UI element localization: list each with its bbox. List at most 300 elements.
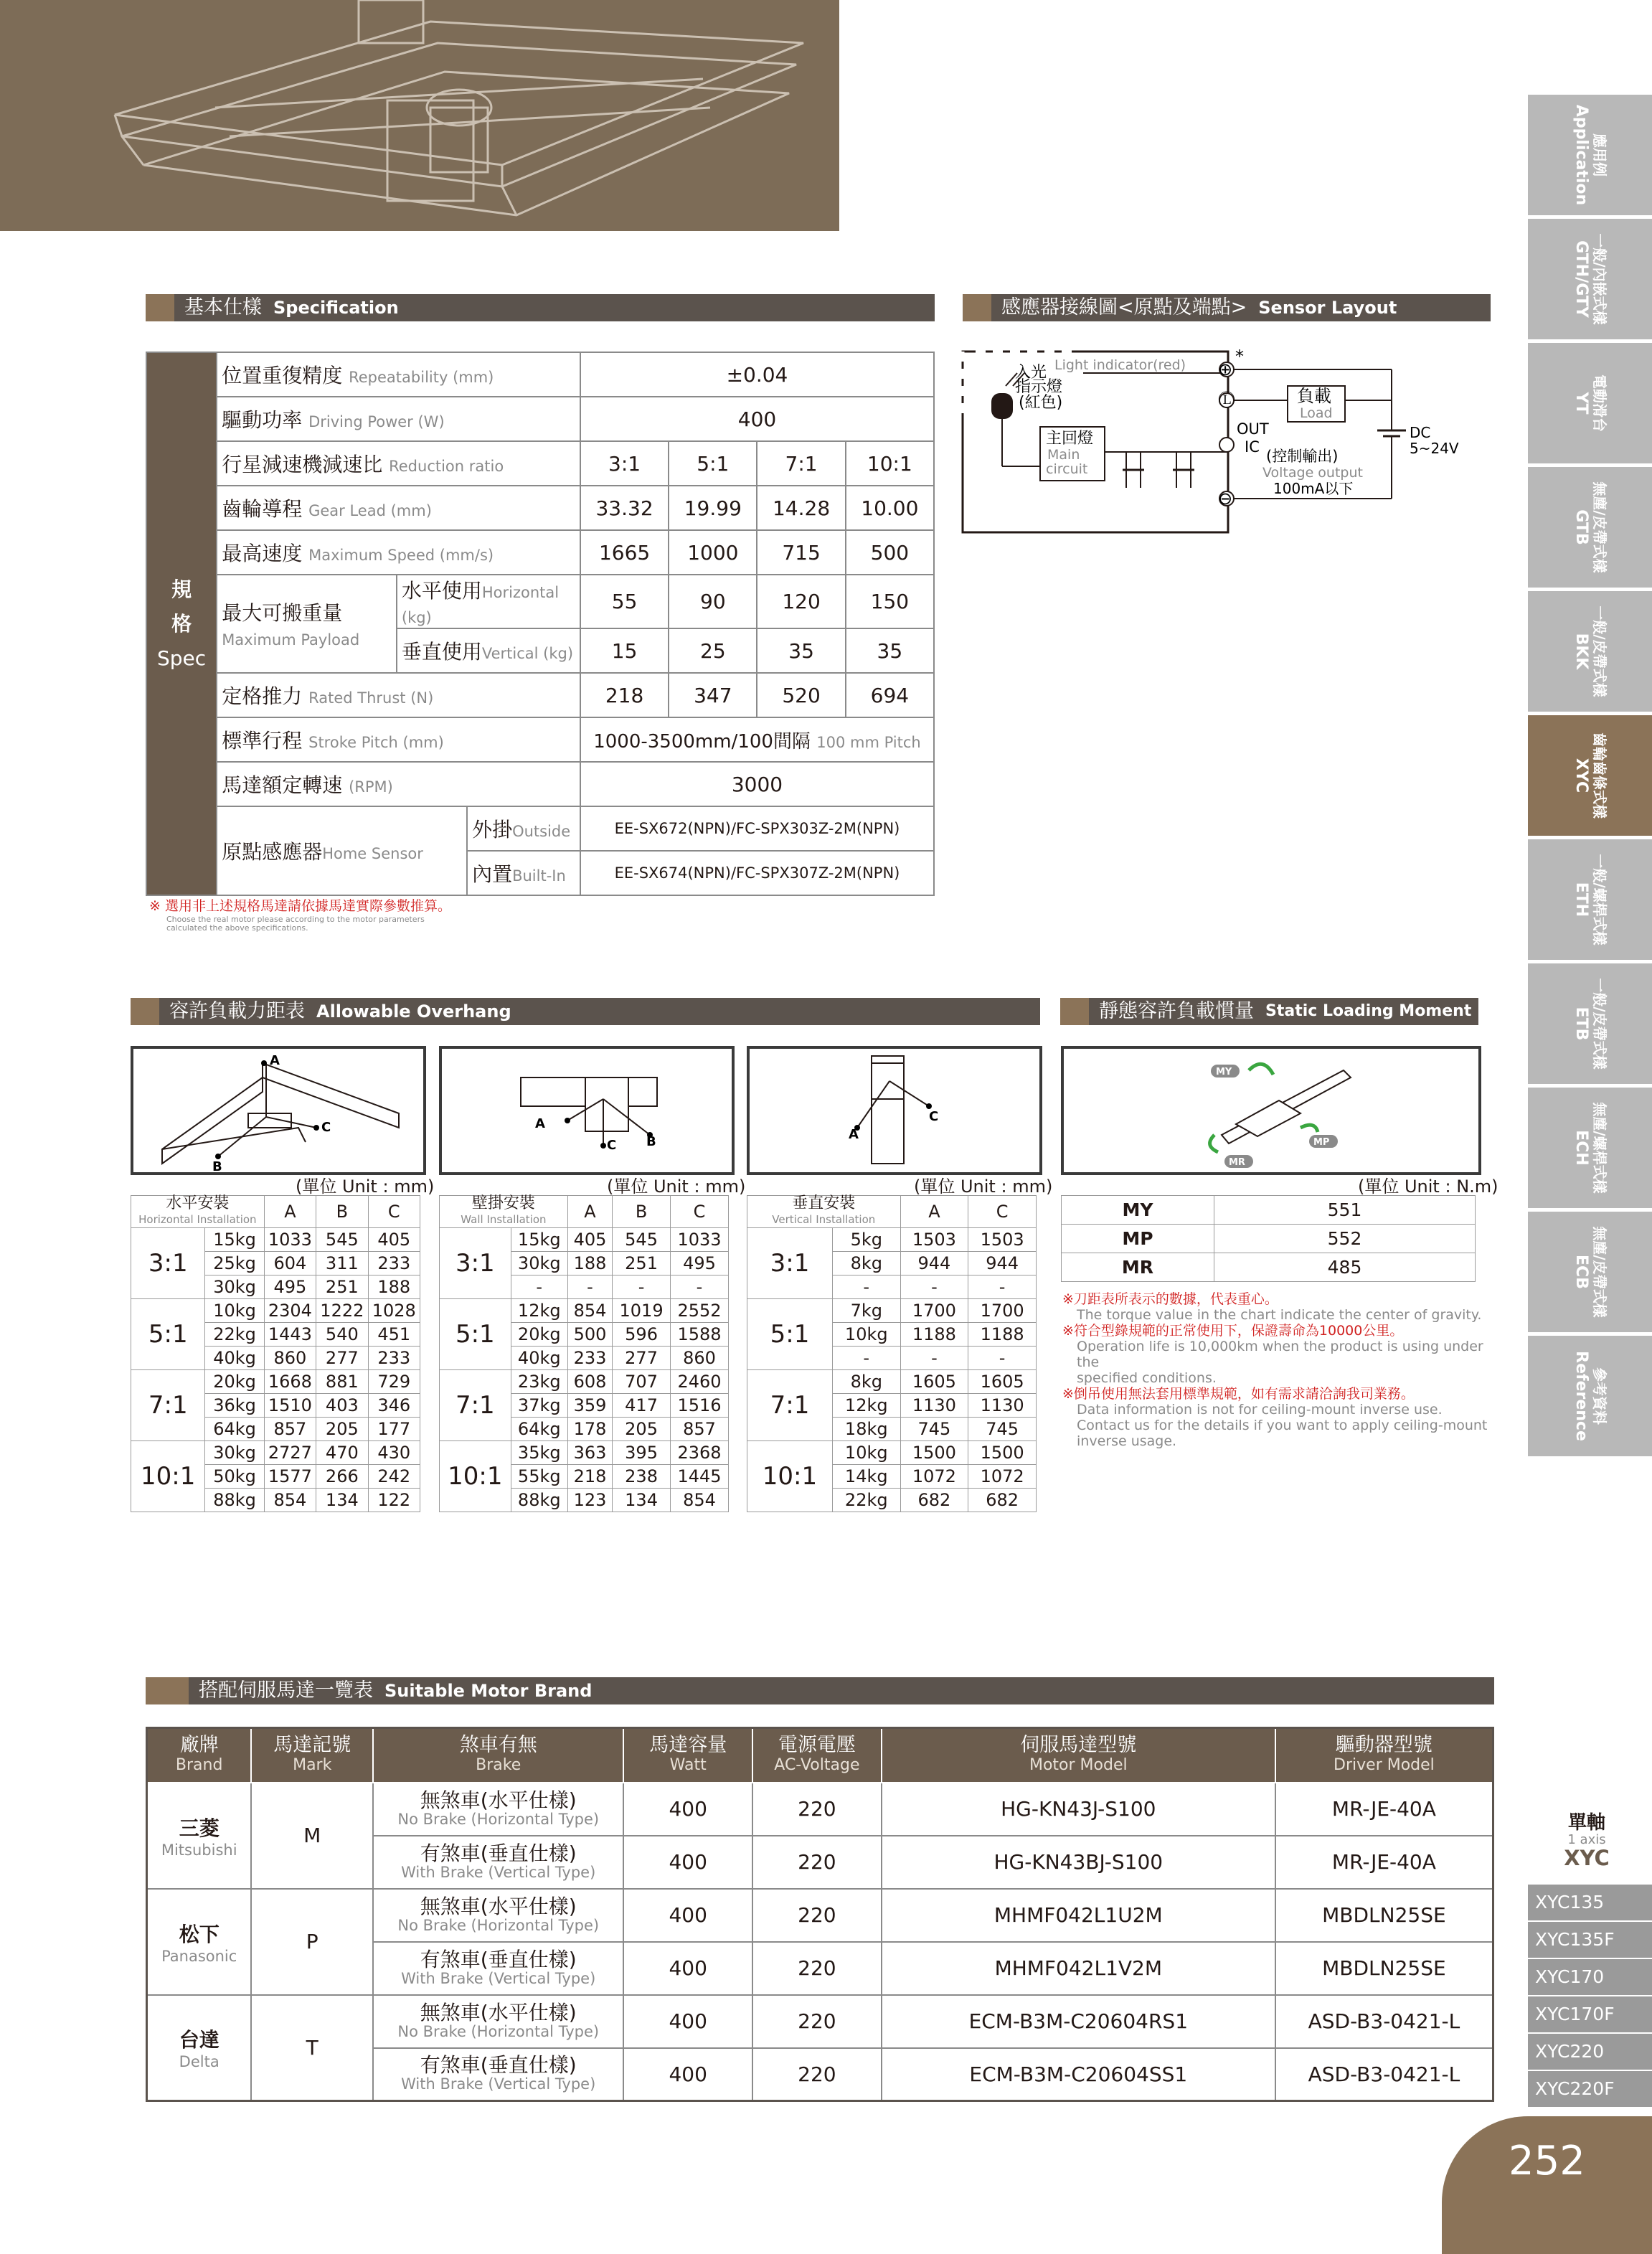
- svg-text:MY: MY: [1216, 1067, 1232, 1078]
- column-header: C: [671, 1196, 729, 1228]
- value-cell: 857: [264, 1418, 316, 1441]
- value-cell: 430: [368, 1441, 420, 1465]
- value-cell: 545: [316, 1228, 368, 1252]
- table-row: [440, 1441, 729, 1465]
- value-cell: 359: [567, 1394, 612, 1418]
- motor-model-cell: HG-KN43J-S100: [882, 1783, 1275, 1836]
- svg-text:C: C: [929, 1109, 939, 1124]
- value-cell: 1700: [900, 1299, 968, 1323]
- overhang-title-zh: 容許負載力距表: [169, 1000, 305, 1022]
- watt-cell: 400: [623, 1995, 752, 2048]
- voltage-cell: 220: [752, 1995, 882, 2048]
- motor-column-header: 驅動器型號 Driver Model: [1275, 1728, 1493, 1783]
- value-cell: 1503: [900, 1228, 968, 1252]
- ratio-cell: 5:1: [131, 1299, 205, 1370]
- value-cell: 50kg: [205, 1465, 264, 1489]
- value-cell: 346: [368, 1394, 420, 1418]
- table-row: [131, 1370, 420, 1394]
- install-type-header: 垂直安裝 Vertical Installation: [747, 1196, 901, 1228]
- value-cell: 682: [900, 1489, 968, 1512]
- spec-cell: 1000: [669, 530, 757, 575]
- value-cell: 134: [316, 1489, 368, 1512]
- value-cell: 2552: [671, 1299, 729, 1323]
- side-tab-xyc[interactable]: 齒輪齒條式樣 XYC: [1528, 715, 1652, 836]
- column-header: A: [264, 1196, 316, 1228]
- motor-row: [147, 1783, 1493, 1836]
- value-cell: 1445: [671, 1465, 729, 1489]
- overhang-unit-w: (單位 Unit : mm): [607, 1176, 746, 1197]
- value-cell: 1019: [613, 1299, 671, 1323]
- static-moment-section-title: [1060, 998, 1478, 1025]
- value-cell: 64kg: [511, 1418, 567, 1441]
- static-title-en: Static Loading Moment: [1265, 1002, 1472, 1020]
- brand-cell: 三菱 Mitsubishi: [147, 1783, 252, 1889]
- motor-model-cell: MHMF042L1V2M: [882, 1942, 1275, 1995]
- spec-row-rpm-value: 3000: [580, 762, 934, 806]
- value-cell: 25kg: [205, 1252, 264, 1275]
- value-cell: 22kg: [832, 1489, 900, 1512]
- value-cell: 1700: [968, 1299, 1037, 1323]
- ratio-cell: 10:1: [747, 1441, 833, 1512]
- spec-cell: 14.28: [757, 486, 845, 530]
- ratio-cell: 5:1: [747, 1299, 833, 1370]
- spec-note: ※ 選用非上述規格馬達請依據馬達實際參數推算。: [149, 898, 451, 914]
- static-label-my: MY: [1062, 1196, 1214, 1225]
- watt-cell: 400: [623, 1783, 752, 1836]
- side-tab-gth-gty[interactable]: 一般/內嵌式樣 GTH/GTY: [1528, 219, 1652, 339]
- value-cell: 36kg: [205, 1394, 264, 1418]
- static-moment-table: [1061, 1195, 1476, 1282]
- spec-cell: 520: [757, 673, 845, 717]
- column-header: A: [900, 1196, 968, 1228]
- voltage-cell: 220: [752, 2048, 882, 2101]
- ratio-cell: 7:1: [440, 1370, 511, 1441]
- value-cell: 608: [567, 1370, 612, 1394]
- overhang-title-en: Allowable Overhang: [316, 1001, 511, 1022]
- value-cell: 10kg: [832, 1441, 900, 1465]
- spec-row-power-label: 驅動功率 Driving Power (W): [217, 397, 580, 441]
- side-tab-bkk[interactable]: 一般/皮帶式樣 BKK: [1528, 591, 1652, 712]
- value-cell: 20kg: [205, 1370, 264, 1394]
- spec-row-lead-label: 齒輪導程 Gear Lead (mm): [217, 486, 580, 530]
- ratio-cell: 3:1: [440, 1228, 511, 1299]
- value-cell: 10kg: [205, 1299, 264, 1323]
- spec-cell: 55: [580, 575, 669, 628]
- value-cell: 881: [316, 1370, 368, 1394]
- ratio-cell: 10:1: [440, 1441, 511, 1512]
- value-cell: 188: [368, 1275, 420, 1299]
- value-cell: 37kg: [511, 1394, 567, 1418]
- install-type-header: 水平安裝 Horizontal Installation: [131, 1196, 265, 1228]
- value-cell: 134: [613, 1489, 671, 1512]
- value-cell: 1668: [264, 1370, 316, 1394]
- brake-cell: 有煞車(垂直仕樣) With Brake (Vertical Type): [373, 1942, 623, 1995]
- value-cell: 277: [613, 1347, 671, 1370]
- brake-cell: 有煞車(垂直仕樣) With Brake (Vertical Type): [373, 1836, 623, 1889]
- value-cell: 1605: [900, 1370, 968, 1394]
- svg-text:IC: IC: [1245, 438, 1260, 456]
- value-cell: -: [968, 1275, 1037, 1299]
- table-row: [131, 1228, 420, 1252]
- voltage-cell: 220: [752, 1942, 882, 1995]
- value-cell: 30kg: [205, 1441, 264, 1465]
- model-list-item[interactable]: XYC220: [1528, 2034, 1652, 2070]
- spec-row-thrust-label: 定格推力 Rated Thrust (N): [217, 673, 580, 717]
- spec-cell: 5:1: [669, 441, 757, 486]
- motor-title-zh: 搭配伺服馬達一覽表: [199, 1679, 373, 1702]
- value-cell: 35kg: [511, 1441, 567, 1465]
- svg-text:100mA以下: 100mA以下: [1273, 480, 1354, 497]
- value-cell: 596: [613, 1323, 671, 1347]
- horizontal-overhang-table: [131, 1195, 420, 1512]
- spec-note-en: Choose the real motor please according to the motor parameters calculated the above specifications.: [166, 915, 425, 933]
- product-photo-banner: [0, 0, 839, 231]
- value-cell: 178: [567, 1418, 612, 1441]
- static-moment-diagram: [1061, 1046, 1481, 1175]
- static-label-mr: MR: [1062, 1253, 1214, 1282]
- table-row: [747, 1370, 1037, 1394]
- spec-row-home-builtin-label: 內置Built-In: [467, 851, 580, 895]
- value-cell: 545: [613, 1228, 671, 1252]
- spec-row-rpm-label: 馬達額定轉速 (RPM): [217, 762, 580, 806]
- spec-cell: 120: [757, 575, 845, 628]
- motor-column-header: 廠牌 Brand: [147, 1728, 252, 1783]
- sensor-layout-section-title: [963, 294, 1491, 321]
- model-list-item[interactable]: XYC135F: [1528, 1922, 1652, 1958]
- value-cell: 1130: [900, 1394, 968, 1418]
- table-row: [440, 1228, 729, 1252]
- table-row: [747, 1441, 1037, 1465]
- overhang-unit-h: (單位 Unit : mm): [296, 1176, 435, 1197]
- value-cell: 395: [613, 1441, 671, 1465]
- spec-cell: 694: [846, 673, 934, 717]
- value-cell: 233: [567, 1347, 612, 1370]
- spec-cell: 25: [669, 628, 757, 673]
- motor-column-header: 馬達容量 Watt: [623, 1728, 752, 1783]
- side-tab-reference[interactable]: 參考資料 Reference: [1528, 1336, 1652, 1456]
- static-value-my: 551: [1214, 1196, 1476, 1225]
- spec-row-repeatability-label: 位置重復精度 Repeatability (mm): [217, 352, 580, 397]
- motor-model-cell: MHMF042L1U2M: [882, 1889, 1275, 1942]
- svg-text:5~24V: 5~24V: [1410, 440, 1459, 457]
- spec-row-stroke-value: 1000-3500mm/100間隔 100 mm Pitch: [580, 717, 934, 762]
- svg-text:Voltage output: Voltage output: [1262, 465, 1363, 481]
- value-cell: 251: [316, 1275, 368, 1299]
- value-cell: 745: [900, 1418, 968, 1441]
- wall-overhang-table: [439, 1195, 729, 1512]
- table-row: [440, 1370, 729, 1394]
- ratio-cell: 3:1: [131, 1228, 205, 1299]
- value-cell: 1605: [968, 1370, 1037, 1394]
- voltage-cell: 220: [752, 1889, 882, 1942]
- motor-row: [147, 1995, 1493, 2048]
- value-cell: 2304: [264, 1299, 316, 1323]
- spec-row-home-label: 原點感應器Home Sensor: [217, 806, 467, 895]
- value-cell: 857: [671, 1418, 729, 1441]
- value-cell: 1510: [264, 1394, 316, 1418]
- spec-row-power-value: 400: [580, 397, 934, 441]
- column-header: B: [613, 1196, 671, 1228]
- column-header: C: [368, 1196, 420, 1228]
- value-cell: 122: [368, 1489, 420, 1512]
- value-cell: 177: [368, 1418, 420, 1441]
- value-cell: 5kg: [832, 1228, 900, 1252]
- spec-row-payload-vertical-label: 垂直使用Vertical (kg): [397, 628, 580, 673]
- value-cell: -: [900, 1275, 968, 1299]
- spec-title-zh: 基本仕樣: [184, 296, 262, 319]
- static-unit: (單位 Unit : N.m): [1358, 1176, 1498, 1197]
- side-tab-ech[interactable]: 無塵/螺桿式樣 ECH: [1528, 1088, 1652, 1208]
- overhang-section-title: [131, 998, 1040, 1025]
- ratio-cell: 7:1: [131, 1370, 205, 1441]
- value-cell: 30kg: [511, 1252, 567, 1275]
- value-cell: 1503: [968, 1228, 1037, 1252]
- value-cell: 218: [567, 1465, 612, 1489]
- spec-cell: 35: [757, 628, 845, 673]
- value-cell: -: [968, 1347, 1037, 1370]
- spec-cell: 7:1: [757, 441, 845, 486]
- value-cell: 470: [316, 1441, 368, 1465]
- svg-text:(紅色): (紅色): [1019, 394, 1063, 412]
- svg-text:A: A: [270, 1053, 280, 1068]
- value-cell: 944: [900, 1252, 968, 1275]
- value-cell: 23kg: [511, 1370, 567, 1394]
- svg-text:*: *: [1235, 346, 1244, 367]
- vertical-overhang-table: [747, 1195, 1037, 1512]
- table-row: [747, 1299, 1037, 1323]
- motor-column-header: 馬達記號 Mark: [251, 1728, 373, 1783]
- spec-cell: 3:1: [580, 441, 669, 486]
- spec-title-en: Specification: [273, 298, 399, 318]
- watt-cell: 400: [623, 2048, 752, 2101]
- table-row: [747, 1228, 1037, 1252]
- value-cell: 266: [316, 1465, 368, 1489]
- side-tab-yt[interactable]: 電動滑台 YT: [1528, 343, 1652, 463]
- value-cell: 405: [567, 1228, 612, 1252]
- single-axis-label: 單軸 1 axis XYC: [1564, 1812, 1610, 1870]
- svg-text:⊖: ⊖: [1218, 489, 1233, 509]
- model-list-item[interactable]: XYC135: [1528, 1885, 1652, 1920]
- svg-text:C: C: [321, 1120, 331, 1135]
- motor-brand-section-title: [146, 1677, 1494, 1704]
- value-cell: 88kg: [205, 1489, 264, 1512]
- driver-model-cell: MBDLN25SE: [1275, 1889, 1493, 1942]
- specification-table: [146, 352, 935, 896]
- value-cell: 15kg: [511, 1228, 567, 1252]
- static-title-zh: 靜態容許負載慣量: [1099, 1000, 1254, 1022]
- value-cell: 944: [968, 1252, 1037, 1275]
- spec-cell: 10:1: [846, 441, 934, 486]
- spec-cell: 347: [669, 673, 757, 717]
- voltage-cell: 220: [752, 1783, 882, 1836]
- column-header: A: [567, 1196, 612, 1228]
- value-cell: 20kg: [511, 1323, 567, 1347]
- value-cell: 1028: [368, 1299, 420, 1323]
- value-cell: 18kg: [832, 1418, 900, 1441]
- value-cell: 1072: [968, 1465, 1037, 1489]
- model-list-item[interactable]: XYC220F: [1528, 2071, 1652, 2107]
- side-tab-ecb[interactable]: 無塵/皮帶式樣 ECB: [1528, 1212, 1652, 1332]
- side-tab-etb[interactable]: 一般/皮帶式樣 ETB: [1528, 963, 1652, 1084]
- value-cell: 1443: [264, 1323, 316, 1347]
- ratio-cell: 5:1: [440, 1299, 511, 1370]
- horizontal-install-diagram: [131, 1046, 426, 1175]
- value-cell: 1033: [264, 1228, 316, 1252]
- table-row: [131, 1441, 420, 1465]
- brake-cell: 無煞車(水平仕樣) No Brake (Horizontal Type): [373, 1995, 623, 2048]
- value-cell: 311: [316, 1252, 368, 1275]
- svg-text:入光: 入光: [1015, 364, 1047, 382]
- value-cell: -: [511, 1275, 567, 1299]
- page-number-tab: [1442, 2116, 1652, 2254]
- value-cell: 8kg: [832, 1370, 900, 1394]
- side-tab-eth[interactable]: 一般/螺桿式樣 ETH: [1528, 839, 1652, 960]
- value-cell: 682: [968, 1489, 1037, 1512]
- svg-text:B: B: [646, 1134, 656, 1149]
- spec-cell: 715: [757, 530, 845, 575]
- driver-model-cell: MR-JE-40A: [1275, 1836, 1493, 1889]
- static-value-mr: 485: [1214, 1253, 1476, 1282]
- value-cell: 854: [264, 1489, 316, 1512]
- sensor-title-zh: 感應器接線圖<原點及端點>: [1001, 296, 1247, 319]
- value-cell: 1188: [900, 1323, 968, 1347]
- value-cell: 2368: [671, 1441, 729, 1465]
- spec-cell: 150: [846, 575, 934, 628]
- value-cell: 233: [368, 1252, 420, 1275]
- svg-text:Load: Load: [1300, 405, 1333, 421]
- value-cell: 707: [613, 1370, 671, 1394]
- value-cell: 405: [368, 1228, 420, 1252]
- svg-text:⊕: ⊕: [1218, 359, 1233, 379]
- value-cell: 495: [671, 1252, 729, 1275]
- value-cell: 1188: [968, 1323, 1037, 1347]
- value-cell: 1577: [264, 1465, 316, 1489]
- value-cell: 854: [671, 1489, 729, 1512]
- value-cell: -: [900, 1347, 968, 1370]
- value-cell: -: [613, 1275, 671, 1299]
- svg-text:主回燈: 主回燈: [1046, 430, 1094, 448]
- value-cell: 2727: [264, 1441, 316, 1465]
- spec-row-payload-horizontal-label: 水平使用Horizontal (kg): [397, 575, 580, 628]
- driver-model-cell: ASD-B3-0421-L: [1275, 1995, 1493, 2048]
- static-value-mp: 552: [1214, 1225, 1476, 1253]
- spec-side-label: 規 格 Spec: [146, 352, 217, 895]
- value-cell: 860: [264, 1347, 316, 1370]
- spec-cell: 33.32: [580, 486, 669, 530]
- svg-text:B: B: [212, 1159, 222, 1172]
- spec-row-home-builtin-value: EE-SX674(NPN)/FC-SPX307Z-2M(NPN): [580, 851, 934, 895]
- spec-cell: 19.99: [669, 486, 757, 530]
- value-cell: 7kg: [832, 1299, 900, 1323]
- value-cell: 22kg: [205, 1323, 264, 1347]
- value-cell: 251: [613, 1252, 671, 1275]
- brake-cell: 無煞車(水平仕樣) No Brake (Horizontal Type): [373, 1889, 623, 1942]
- motor-model-cell: HG-KN43BJ-S100: [882, 1836, 1275, 1889]
- motor-row: [147, 1889, 1493, 1942]
- value-cell: 403: [316, 1394, 368, 1418]
- svg-text:Main: Main: [1047, 447, 1080, 463]
- value-cell: 14kg: [832, 1465, 900, 1489]
- value-cell: 417: [613, 1394, 671, 1418]
- value-cell: 1500: [968, 1441, 1037, 1465]
- value-cell: 242: [368, 1465, 420, 1489]
- value-cell: 277: [316, 1347, 368, 1370]
- value-cell: 540: [316, 1323, 368, 1347]
- value-cell: 1072: [900, 1465, 968, 1489]
- brake-cell: 有煞車(垂直仕樣) With Brake (Vertical Type): [373, 2048, 623, 2101]
- driver-model-cell: ASD-B3-0421-L: [1275, 2048, 1493, 2101]
- motor-column-header: 電源電壓 AC-Voltage: [752, 1728, 882, 1783]
- overhang-unit-v: (單位 Unit : mm): [914, 1176, 1053, 1197]
- value-cell: 30kg: [205, 1275, 264, 1299]
- value-cell: -: [832, 1275, 900, 1299]
- value-cell: 363: [567, 1441, 612, 1465]
- watt-cell: 400: [623, 1889, 752, 1942]
- column-header: B: [316, 1196, 368, 1228]
- side-tab-application[interactable]: 應用例 Application: [1528, 95, 1652, 215]
- model-list-item[interactable]: XYC170: [1528, 1959, 1652, 1995]
- page-number: 252: [1509, 2138, 1585, 2184]
- value-cell: 12kg: [511, 1299, 567, 1323]
- value-cell: 205: [316, 1418, 368, 1441]
- motor-model-cell: ECM-B3M-C20604SS1: [882, 2048, 1275, 2101]
- svg-text:circuit: circuit: [1046, 461, 1088, 477]
- ratio-cell: 3:1: [747, 1228, 833, 1299]
- value-cell: 40kg: [511, 1347, 567, 1370]
- svg-text:OUT: OUT: [1237, 420, 1269, 438]
- value-cell: 233: [368, 1347, 420, 1370]
- spec-row-payload-label: 最大可搬重量 Maximum Payload: [217, 575, 397, 673]
- value-cell: 1588: [671, 1323, 729, 1347]
- driver-model-cell: MR-JE-40A: [1275, 1783, 1493, 1836]
- mark-cell: P: [251, 1889, 373, 1995]
- value-cell: -: [832, 1347, 900, 1370]
- value-cell: 500: [567, 1323, 612, 1347]
- value-cell: 1222: [316, 1299, 368, 1323]
- value-cell: 860: [671, 1347, 729, 1370]
- value-cell: 12kg: [832, 1394, 900, 1418]
- spec-cell: 1665: [580, 530, 669, 575]
- svg-text:DC: DC: [1410, 424, 1431, 441]
- wall-install-diagram: [439, 1046, 735, 1175]
- spec-row-speed-label: 最高速度 Maximum Speed (mm/s): [217, 530, 580, 575]
- vertical-install-diagram: [747, 1046, 1042, 1175]
- value-cell: 2460: [671, 1370, 729, 1394]
- motor-column-header: 伺服馬達型號 Motor Model: [882, 1728, 1275, 1783]
- brake-cell: 無煞車(水平仕樣) No Brake (Horizontal Type): [373, 1783, 623, 1836]
- value-cell: 1033: [671, 1228, 729, 1252]
- value-cell: 495: [264, 1275, 316, 1299]
- value-cell: -: [671, 1275, 729, 1299]
- value-cell: 238: [613, 1465, 671, 1489]
- value-cell: 1130: [968, 1394, 1037, 1418]
- spec-row-home-outside-label: 外掛Outside: [467, 806, 580, 851]
- svg-text:A: A: [849, 1127, 859, 1142]
- spec-cell: 35: [846, 628, 934, 673]
- table-row: [440, 1299, 729, 1323]
- sensor-wiring-diagram: [961, 344, 1463, 538]
- sensor-title-en: Sensor Layout: [1258, 298, 1397, 318]
- value-cell: 123: [567, 1489, 612, 1512]
- side-tab-gtb[interactable]: 無塵/皮帶式樣 GTB: [1528, 467, 1652, 588]
- value-cell: 40kg: [205, 1347, 264, 1370]
- static-notes: ※刀距表所表示的數據，代表重心。 The torque value in the chart indicate the center of gravity. ※符合型錄規範的正常使用下，保證壽命為10000公里。 Operation life is 10,000km when the product is using under the specified conditions. ※倒吊使用無法套用標準規範，如有需求請洽詢我司業務。 Data information is not for ceiling-mount inverse use. Contact us for the details if you want to apply ceiling-mount inverse usage.: [1062, 1291, 1488, 1449]
- model-list-item[interactable]: XYC170F: [1528, 1996, 1652, 2032]
- motor-model-cell: ECM-B3M-C20604RS1: [882, 1995, 1275, 2048]
- spec-cell: 500: [846, 530, 934, 575]
- value-cell: 10kg: [832, 1323, 900, 1347]
- svg-text:負載: 負載: [1297, 386, 1331, 406]
